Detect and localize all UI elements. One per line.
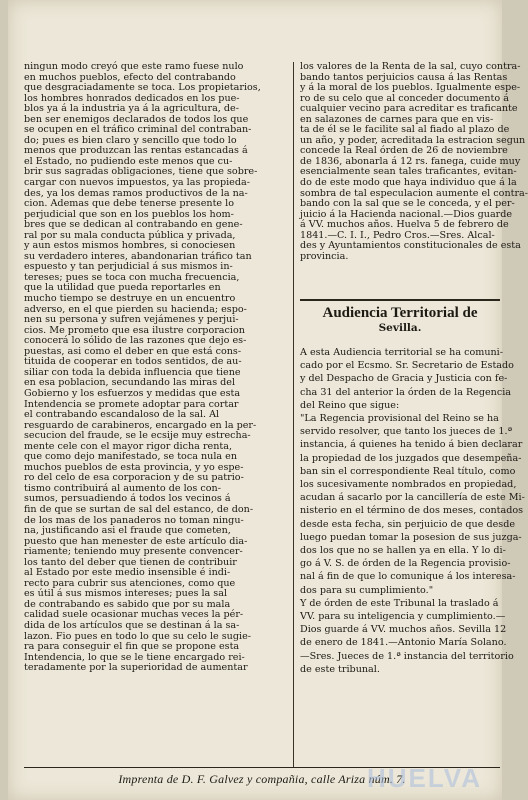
text-line: dos para su cumplimiento." <box>300 584 434 596</box>
text-line: de 1836, abonarla á 12 rs. fanega, cuide muy <box>300 155 521 167</box>
text-line: de los mas de los panaderos no toman ningu- <box>24 514 244 526</box>
right-column-bottom <box>300 346 525 676</box>
text-line: bres que se dedican al contrabando en gene- <box>24 219 243 231</box>
section-header <box>300 299 500 335</box>
text-line: en esa poblacion, secundando las miras del <box>24 377 236 389</box>
text-line: tereses; pues se toca con mucha frecuencia, <box>24 271 240 283</box>
text-line: puesto que han menester de este artículo dia- <box>24 535 248 547</box>
text-line: ro de su celo que al conceder documento á <box>300 92 509 104</box>
text-line: tismo contribuirá al aumento de los con- <box>24 482 221 494</box>
text-line: muchos pueblos de esta provincia, y yo espe- <box>24 461 244 473</box>
text-line: la propiedad de los juzgados que desempeña- <box>300 452 522 464</box>
text-line: siliar con toda la debida influencia que tiene <box>24 366 241 378</box>
text-line: do; pues es bien claro y sencillo que todo lo <box>24 134 237 146</box>
text-line: do de este modo que haya individuo que á la <box>300 177 517 189</box>
text-line: des, ya los demas ramos productivos de la na- <box>24 187 248 199</box>
text-line: Y de órden de este Tribunal la traslado á <box>300 597 499 609</box>
text-line: na, justificando asi el fraude que cometen, <box>24 525 231 537</box>
text-line: en muchos pueblos, efecto del contrabando <box>24 71 236 83</box>
text-line: cado por el Ecsmo. Sr. Secretario de Estado <box>300 360 514 372</box>
text-line: ben ser enemigos declarados de todos los que <box>24 113 249 125</box>
text-line: nisterio en el término de dos meses, contados <box>300 505 524 517</box>
text-line: bando con la sal que se le conceda, y el per- <box>300 198 515 210</box>
right-column-top <box>300 61 528 262</box>
text-line: cion. Ademas que debe tenerse presente lo <box>24 198 235 210</box>
text-line: menos que produzcan las rentas estancadas á <box>24 145 248 157</box>
text-line: los sucesivamente nombrados en propiedad, <box>300 479 517 491</box>
text-line: de enero de 1841.—Antonio María Solano. <box>300 637 507 649</box>
newspaper-page <box>8 0 528 800</box>
text-line: ta de él se le facilite sal al fiado al plazo de <box>300 124 510 136</box>
text-line: go á V. S. de órden de la Regencia provisio- <box>300 558 511 570</box>
text-line: y del Despacho de Gracia y Justicia con fe- <box>300 373 508 385</box>
text-line: sumos, persuadiendo á todos los vecinos á <box>24 493 231 505</box>
text-line: espuesto y tan perjudicial á sus mismos in- <box>24 261 233 273</box>
text-line: que como dejo manifestado, se toca nula en <box>24 451 238 463</box>
text-line: resguardo de carabineros, encargado en la per- <box>24 419 257 431</box>
text-line: dida de los artículos que se destinan á la sa- <box>24 619 240 631</box>
text-line: recto para cubrir sus atenciones, como que <box>24 577 236 589</box>
text-line: ral por su mala conducta pública y privada, <box>24 229 236 241</box>
text-line: riamente; teniendo muy presente convencer- <box>24 546 243 558</box>
text-line: el contrabando escandaloso de la sal. Al <box>24 409 220 421</box>
text-line: su verdadero interes, abandonarian tráfico tan <box>24 250 252 262</box>
text-line: que la utilidad que pueda reportarles en <box>24 282 221 294</box>
text-line: nen su persona y sufren vejámenes y perjui- <box>24 314 239 326</box>
text-line: brir sus sagradas obligaciones, tiene que sobre- <box>24 166 258 178</box>
text-line: provincia. <box>300 250 349 262</box>
text-line: 1841.—C. I. I., Pedro Cros.—Sres. Alcal- <box>300 229 495 241</box>
text-line: teradamente por la superioridad de aumentar <box>24 662 248 674</box>
text-line: de contrabando es sabido que por su mala <box>24 598 231 610</box>
text-line: ningun modo creyó que este ramo fuese nulo <box>24 61 244 72</box>
text-line: tituida de cooperar en todos sentidos, de au- <box>24 356 242 368</box>
text-line: cualquier vecino para acreditar es traficante <box>300 103 518 115</box>
text-line: "La Regencia provisional del Reino se ha <box>300 413 499 425</box>
text-line: VV. para su inteligencia y cumplimiento.— <box>300 611 506 623</box>
text-line: mente cele con el mayor rigor dicha renta, <box>24 440 233 452</box>
text-line: calidad suele ocasionar muchas veces la pér- <box>24 609 244 621</box>
text-line: cha 31 del anterior la órden de la Regencia <box>300 386 512 398</box>
text-line: cios. Me prometo que esa ilustre corporacion <box>24 324 245 336</box>
text-line: servido resolver, que tanto los jueces de 1.ª <box>300 426 513 438</box>
text-line: A esta Audiencia territorial se ha comuni- <box>300 347 503 358</box>
section-subheading: Sevilla. <box>378 322 422 334</box>
text-line: fin de que se surtan de sal del estanco, de don- <box>24 503 254 515</box>
text-line: en salazones de carnes para que en vis- <box>300 113 494 125</box>
text-line: bando tantos perjuicios causa á las Rentas <box>300 71 508 83</box>
text-line: de este tribunal. <box>300 663 380 675</box>
text-line: dos los que no se hallen ya en ella. Y lo di- <box>300 545 506 557</box>
text-line: puestas, asi como el deber en que está cons- <box>24 345 242 357</box>
text-line: al Estado por este medio insensible é indi- <box>24 567 231 579</box>
text-line: blos ya á la industria ya á la agricultura, de- <box>24 103 239 115</box>
text-line: y aun estos mismos hombres, si conociesen <box>24 240 236 252</box>
text-line: que desgraciadamente se toca. Los propietarios, <box>24 82 261 94</box>
text-line: acudan á sacarlo por la cancillería de este Mi- <box>300 492 525 504</box>
text-line: —Sres. Jueces de 1.ª instancia del territorio <box>300 650 514 662</box>
text-line: es útil á sus mismos intereses; pues la sal <box>24 588 228 600</box>
text-line: desde esta fecha, sin perjuicio de que desde <box>300 518 516 530</box>
text-line: ro del celo de esa corporacion y de su patrio- <box>24 472 244 484</box>
text-line: conocerá lo sólido de las razones que dejo es- <box>24 335 247 347</box>
text-line: instancia, á quienes ha tenido á bien declarar <box>300 439 523 451</box>
text-line: Dios guarde á VV. muchos años. Sevilla 12 <box>300 624 507 636</box>
text-line: ban sin el correspondiente Real título, como <box>300 465 516 477</box>
text-line: Intendencia se promete adoptar para cortar <box>24 398 239 410</box>
text-line: des y Ayuntamientos constitucionales de esta <box>300 240 521 252</box>
text-line: cargar con nuevos impuestos, ya las propieda- <box>24 177 250 189</box>
text-line: nal á fin de que lo comunique á los interesa- <box>300 571 516 583</box>
text-line: sombra de tal especulacion aumente el contra- <box>300 187 528 199</box>
text-line: lazon. Fio pues en todo lo que su celo le sugie- <box>24 630 251 642</box>
imprint-line: Imprenta de D. F. Galvez y compañia, calle Ariza núm. 7. <box>118 772 406 786</box>
archive-watermark: HUELVA <box>366 763 482 793</box>
column-divider <box>293 62 294 767</box>
text-line: los tanto del deber que tienen de contribuir <box>24 556 237 568</box>
text-line: esencialmente sean tales traficantes, evitan- <box>300 166 517 178</box>
section-heading: Audiencia Territorial de <box>322 305 478 321</box>
text-line: perjudicial que son en los pueblos los hom- <box>24 208 234 220</box>
text-line: Gobierno y los esfuerzos y medidas que esta <box>24 387 241 399</box>
text-line: los hombres honrados dedicados en los pue- <box>24 92 240 104</box>
text-line: luego puedan tomar la posesion de sus juzga- <box>300 531 522 543</box>
text-line: del Reino que sigue: <box>300 399 400 411</box>
text-line: mucho tiempo se destruye en un encuentro <box>24 293 236 305</box>
text-line: Intendencia, lo que se le tiene encargado rei- <box>24 651 245 663</box>
text-line: los valores de la Renta de la sal, cuyo contra- <box>300 61 521 72</box>
text-line: y á la moral de los pueblos. Igualmente espe- <box>300 82 521 94</box>
text-line: ra para conseguir el fin que se propone esta <box>24 641 240 653</box>
text-line: se ocupen en el tráfico criminal del contraban- <box>24 124 252 136</box>
text-line: un año, y poder, acreditada la estracion segun <box>300 134 526 146</box>
text-line: el Estado, no pudiendo este menos que cu- <box>24 155 233 167</box>
text-line: á VV. muchos años. Huelva 5 de febrero de <box>300 219 509 231</box>
left-column <box>24 62 286 674</box>
text-line: secucion del fraude, se le ecsije muy estrecha- <box>24 430 251 442</box>
text-line: adverso, en el que pierden su hacienda; espo- <box>24 303 247 315</box>
text-line: concede la Real órden de 26 de noviembre <box>300 145 508 157</box>
text-line: juicio á la Hacienda nacional.—Dios guarde <box>300 208 513 220</box>
